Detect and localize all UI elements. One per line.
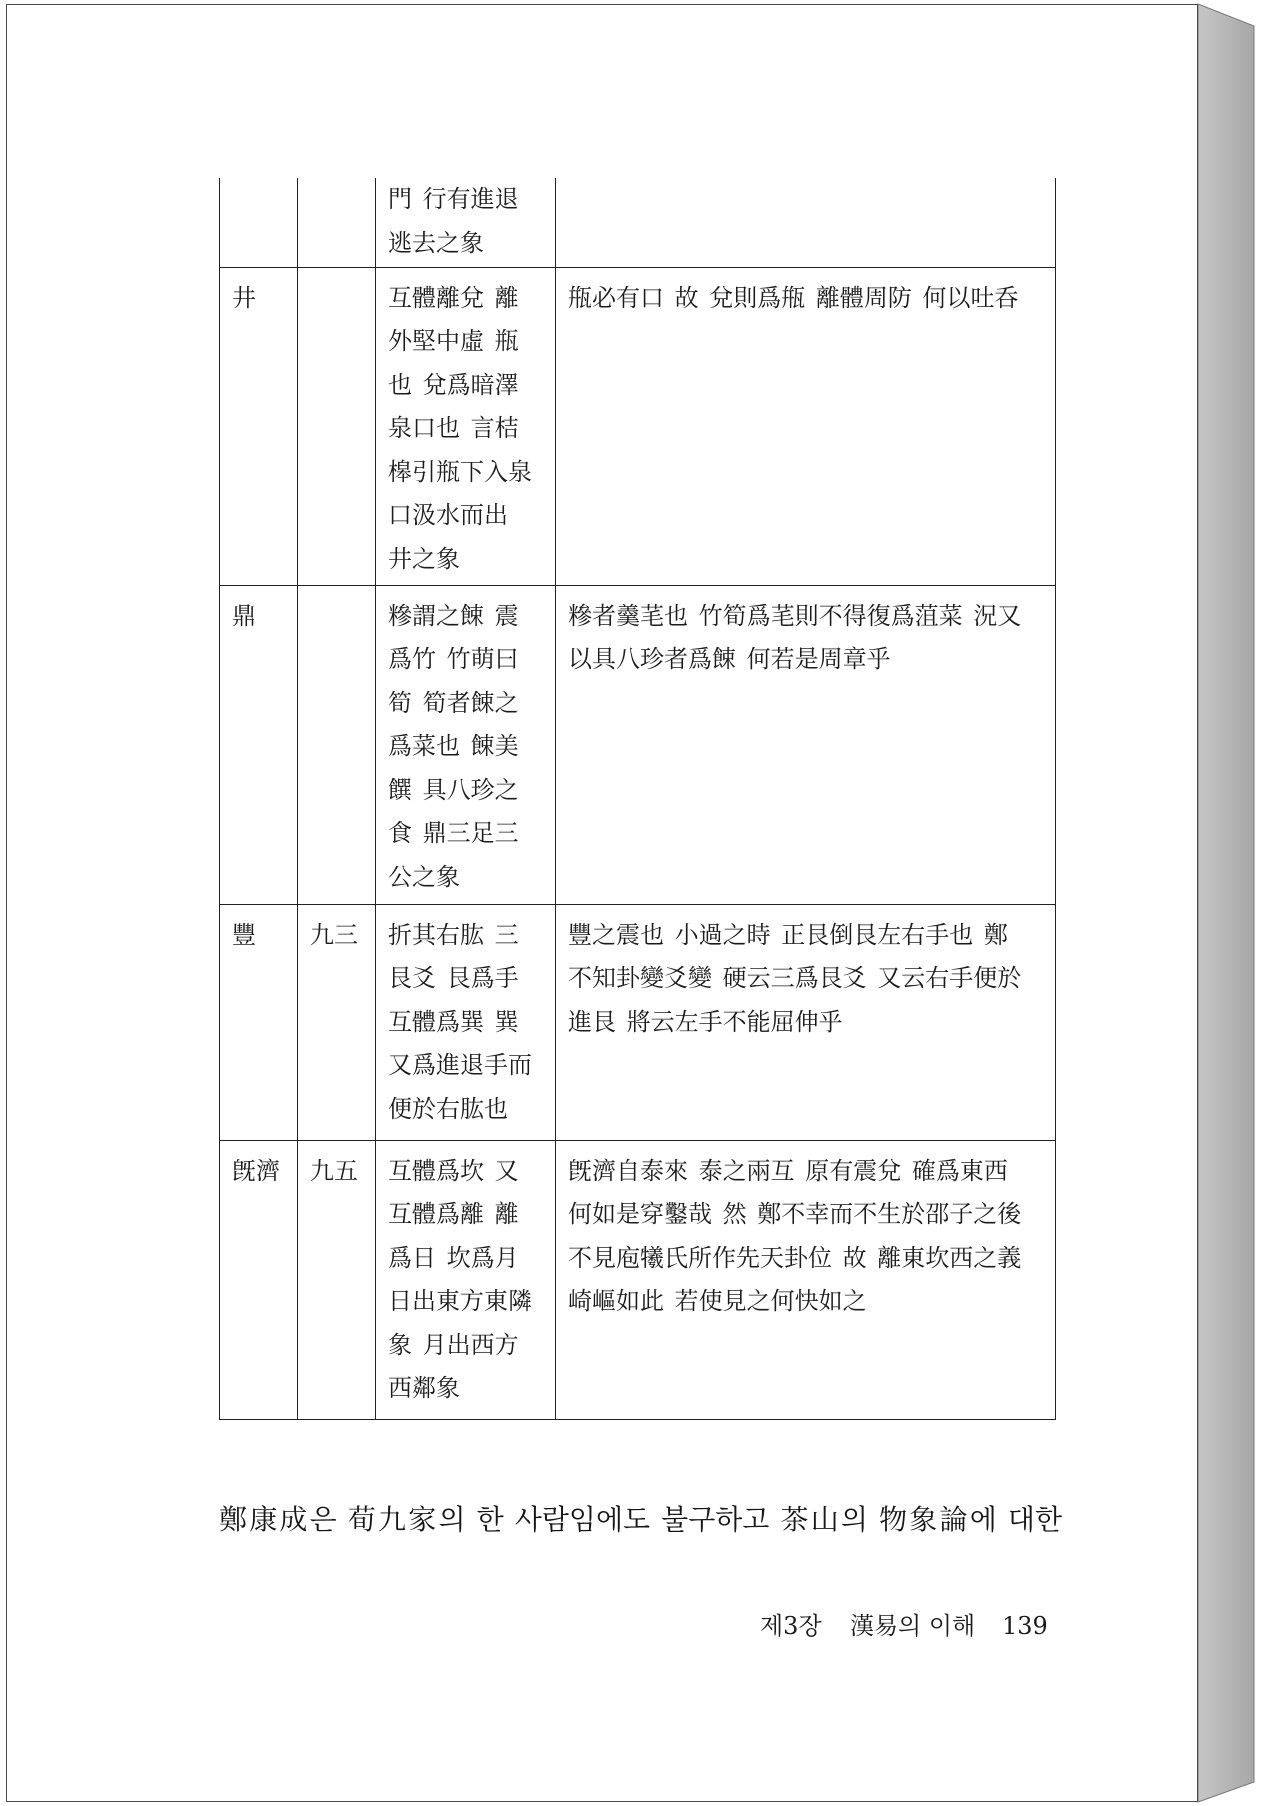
critique-cell (556, 1140, 1056, 1419)
page-number: 139 (1002, 1612, 1048, 1640)
object-image-line: 食 鼎三足三 (388, 819, 519, 847)
critique-cell (556, 178, 1056, 267)
object-image-line: 折其右肱 三 (388, 920, 519, 949)
line-position-cell (298, 1140, 376, 1419)
critique-line: 豐之震也 小過之時 正艮倒艮左右手也 鄭 (568, 920, 1008, 949)
object-image-line: 也 兌爲暗澤 (388, 370, 519, 399)
object-image-line: 爲日 坎爲月 (388, 1243, 519, 1272)
object-image-cell (376, 1140, 556, 1419)
hexagram-cell (220, 178, 298, 267)
object-image-cell (376, 267, 556, 585)
critique-line: 崎嶇如此 若使見之何快如之 (568, 1287, 867, 1315)
object-image-line: 爲竹 竹萌曰 (388, 645, 519, 673)
object-image-line: 糝謂之餗 震 (388, 601, 519, 630)
critique-line: 何如是穿鑿哉 然 鄭不幸而不生於邵子之後 (568, 1200, 1022, 1228)
object-image-line: 饌 具八珍之 (388, 775, 519, 804)
object-image-line: 又爲進退手而 (388, 1051, 532, 1079)
hexagram-cell (220, 1140, 298, 1419)
object-image-line: 象 月出西方 (388, 1330, 519, 1359)
critique-line: 糝者羹芼也 竹筍爲芼則不得復爲菹菜 況又 (568, 601, 1022, 630)
critique-line: 以具八珍者爲餗 何若是周章乎 (568, 645, 891, 673)
footer-chapter-title: 漢易의 이해 (850, 1612, 976, 1640)
hexagram-label: 旣濟 (232, 1156, 280, 1185)
object-image-line: 爲菜也 餗美 (388, 732, 519, 760)
object-image-line: 筍 筍者餗之 (388, 688, 519, 717)
hexagram-label: 豐 (232, 920, 256, 949)
hexagram-cell (220, 267, 298, 585)
object-image-line: 槔引瓶下入泉 (388, 457, 532, 486)
line-position-cell (298, 267, 376, 585)
hexagram-label: 井 (232, 283, 256, 312)
body-paragraph: 鄭康成은 荀九家의 한 사람임에도 불구하고 茶山의 物象論에 대한 (219, 1503, 1062, 1536)
table-row-jiji (220, 1140, 1056, 1419)
critique-cell (556, 267, 1056, 585)
object-image-line: 便於右肱也 (388, 1094, 508, 1123)
hexagram-cell (220, 904, 298, 1140)
object-image-line: 泉口也 言桔 (388, 414, 519, 442)
object-image-cell (376, 178, 556, 267)
object-image-line: 互體離兌 離 (388, 283, 519, 312)
line-position-cell (298, 178, 376, 267)
table-row-jing (220, 267, 1056, 585)
object-image-cell (376, 904, 556, 1140)
critique-cell (556, 585, 1056, 904)
object-image-line: 艮爻 艮爲手 (388, 964, 519, 992)
hexagram-cell (220, 585, 298, 904)
line-position-cell (298, 585, 376, 904)
line-position-label: 九三 (310, 920, 358, 949)
footer-chapter: 제3장 (760, 1612, 822, 1640)
line-position-cell (298, 904, 376, 1140)
table-row-ding (220, 585, 1056, 904)
object-image-line: 互體爲巽 巽 (388, 1007, 519, 1036)
hexagram-critique-table (219, 178, 1056, 1420)
object-image-line: 外堅中虛 瓶 (388, 327, 519, 355)
table-row-feng (220, 904, 1056, 1140)
critique-line: 不知卦變爻變 硬云三爲艮爻 又云右手便於 (568, 964, 1022, 992)
object-image-line: 互體爲坎 又 (388, 1156, 519, 1185)
object-image-line: 互體爲離 離 (388, 1200, 519, 1228)
object-image-line: 逃去之象 (388, 228, 484, 257)
critique-cell (556, 904, 1056, 1140)
table-row-continued (220, 178, 1056, 267)
critique-line: 進艮 將云左手不能屈伸乎 (568, 1007, 843, 1036)
critique-line: 甁必有口 故 兌則爲甁 離體周防 何以吐呑 (568, 283, 1019, 312)
object-image-line: 井之象 (388, 544, 460, 573)
object-image-line: 口汲水而出 (388, 501, 508, 529)
hexagram-label: 鼎 (232, 601, 256, 630)
critique-line: 旣濟自泰來 泰之兩互 原有震兌 確爲東西 (568, 1156, 1008, 1185)
line-position-label: 九五 (310, 1156, 358, 1185)
critique-line: 不見庖犧氏所作先天卦位 故 離東坎西之義 (568, 1243, 1022, 1272)
object-image-line: 日出東方東隣 (388, 1287, 532, 1315)
object-image-line: 公之象 (388, 862, 460, 891)
object-image-line: 西鄰象 (388, 1374, 460, 1402)
object-image-line: 門 行有進退 (388, 185, 519, 213)
object-image-cell (376, 585, 556, 904)
